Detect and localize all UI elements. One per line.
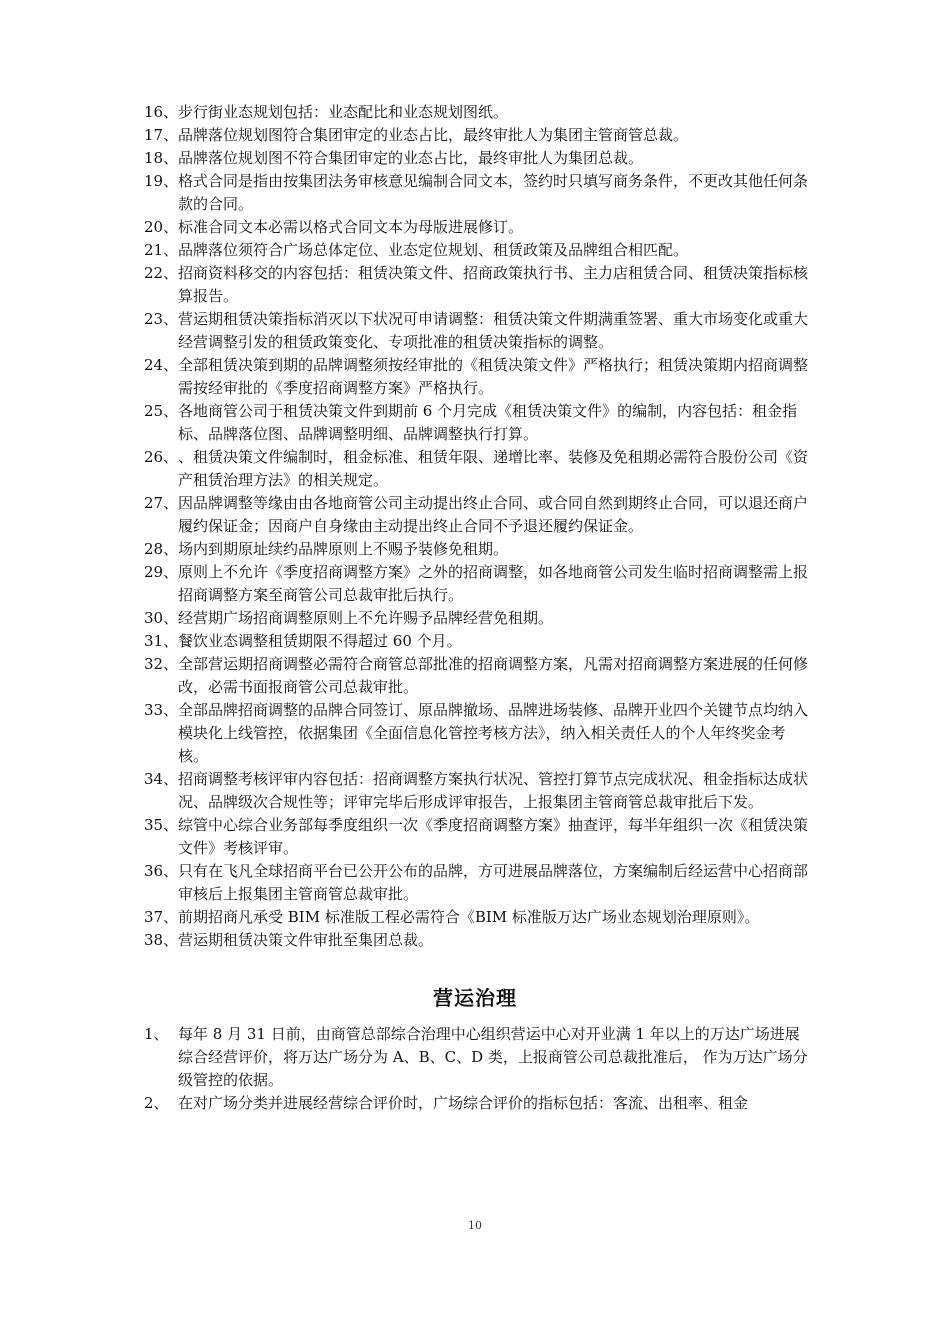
item-text: 招商资料移交的内容包括：租赁决策文件、招商政策执行书、主力店租赁合同、租赁决策指标核算报告。	[178, 264, 809, 305]
item-number: 16、	[144, 103, 179, 121]
item-number: 34、	[144, 770, 179, 788]
item-text: 综管中心综合业务部每季度组织一次《季度招商调整方案》抽查评，每半年组织一次《租赁决策文件》考核评审。	[178, 816, 809, 857]
item-text: 原则上不允许《季度招商调整方案》之外的招商调整，如各地商管公司发生临时招商调整需上报招商调整方案至商管公司总裁审批后执行。	[178, 563, 809, 604]
list-item	[144, 170, 814, 216]
page-number: 10	[468, 1219, 482, 1232]
item-number: 19、	[144, 172, 179, 190]
rules-list	[144, 101, 814, 952]
item-number: 28、	[144, 540, 179, 558]
item-number: 38、	[144, 931, 179, 949]
list-item	[144, 124, 814, 147]
item-text: 营运期租赁决策指标消灭以下状况可申请调整：租赁决策文件期满重签署、重大市场变化或重大经营调整引发的租赁政策变化、专项批准的租赁决策指标的调整。	[178, 310, 809, 351]
list-item	[144, 216, 814, 239]
item-text: 全部租赁决策到期的品牌调整须按经审批的《租赁决策文件》严格执行；租赁决策期内招商调整需按经审批的《季度招商调整方案》严格执行。	[178, 356, 809, 397]
item-number: 1、	[144, 1025, 169, 1043]
list-item	[144, 239, 814, 262]
operations-list	[144, 1023, 814, 1115]
item-text: 全部品牌招商调整的品牌合同签订、原品牌撤场、品牌进场装修、品牌开业四个关键节点均纳入模块化上线管控，依据集团《全面信息化管控考核方法》，纳入相关责任人的个人年终奖金考核。	[178, 701, 809, 765]
list-item	[144, 400, 814, 446]
item-number: 32、	[144, 655, 179, 673]
list-item	[144, 561, 814, 607]
item-number: 20、	[144, 218, 179, 236]
item-number: 33、	[144, 701, 179, 719]
item-text: 只有在飞凡全球招商平台已公开公布的品牌，方可进展品牌落位，方案编制后经运营中心招商部审核后上报集团主管商管总裁审批。	[178, 862, 809, 903]
item-number: 25、	[144, 402, 179, 420]
list-item	[144, 308, 814, 354]
list-item	[144, 906, 814, 929]
list-item	[144, 699, 814, 768]
item-text: 招商调整考核评审内容包括：招商调整方案执行状况、管控打算节点完成状况、租金指标达成状况、品牌级次合规性等；评审完毕后形成评审报告，上报集团主管商管总裁审批后下发。	[178, 770, 809, 811]
section-title: 营运治理	[433, 986, 517, 1010]
list-item	[144, 492, 814, 538]
item-number: 36、	[144, 862, 179, 880]
item-number: 17、	[144, 126, 179, 144]
item-number: 21、	[144, 241, 179, 259]
item-number: 26、	[144, 448, 179, 466]
list-item	[144, 814, 814, 860]
item-text: 品牌落位规划图不符合集团审定的业态占比，最终审批人为集团总裁。	[178, 149, 644, 167]
item-text: 营运期租赁决策文件审批至集团总裁。	[178, 931, 434, 949]
item-text: 每年 8 月 31 日前，由商管总部综合治理中心组织营运中心对开业满 1 年以上的万达广场进展综合经营评价，将万达广场分为 A、B、C、D 类，上报商管公司总裁批准后， 作为万达广场分级管控的依据。	[178, 1025, 808, 1089]
item-text: 前期招商凡承受 BIM 标准版工程必需符合《BIM 标准版万达广场业态规划治理原则》。	[178, 908, 760, 926]
item-number: 22、	[144, 264, 179, 282]
item-number: 37、	[144, 908, 179, 926]
list-item	[144, 653, 814, 699]
item-number: 2、	[144, 1094, 169, 1112]
item-number: 27、	[144, 494, 179, 512]
item-number: 30、	[144, 609, 179, 627]
list-item	[144, 147, 814, 170]
item-text: 经营期广场招商调整原则上不允许赐予品牌经营免租期。	[178, 609, 554, 627]
item-text: 餐饮业态调整租赁期限不得超过 60 个月。	[178, 632, 462, 650]
item-text: 品牌落位须符合广场总体定位、业态定位规划、租赁政策及品牌组合相匹配。	[178, 241, 689, 259]
item-text: 场内到期原址续约品牌原则上不赐予装修免租期。	[178, 540, 509, 558]
list-item	[144, 354, 814, 400]
item-number: 29、	[144, 563, 179, 581]
item-number: 31、	[144, 632, 179, 650]
item-text: 格式合同是指由按集团法务审核意见编制合同文本，签约时只填写商务条件，不更改其他任何条款的合同。	[178, 172, 809, 213]
item-text: 各地商管公司于租赁决策文件到期前 6 个月完成《租赁决策文件》的编制，内容包括：租金指标、品牌落位图、品牌调整明细、品牌调整执行打算。	[178, 402, 798, 443]
item-text: 品牌落位规划图符合集团审定的业态占比，最终审批人为集团主管商管总裁。	[178, 126, 689, 144]
item-number: 23、	[144, 310, 179, 328]
item-number: 18、	[144, 149, 179, 167]
list-item	[144, 607, 814, 630]
list-item	[144, 1092, 814, 1115]
list-item	[144, 1023, 814, 1092]
list-item	[144, 101, 814, 124]
item-text: 步行街业态规划包括：业态配比和业态规划图纸。	[178, 103, 509, 121]
list-item	[144, 538, 814, 561]
item-number: 35、	[144, 816, 179, 834]
item-text: 在对广场分类并进展经营综合评价时，广场综合评价的指标包括：客流、出租率、租金	[178, 1094, 749, 1112]
item-text: 、租赁决策文件编制时，租金标准、租赁年限、递增比率、装修及免租期必需符合股份公司《资产租赁治理方法》的相关规定。	[178, 448, 809, 489]
item-text: 标准合同文本必需以格式合同文本为母版进展修订。	[178, 218, 524, 236]
list-item	[144, 768, 814, 814]
list-item	[144, 446, 814, 492]
list-item	[144, 630, 814, 653]
item-text: 全部营运期招商调整必需符合商管总部批准的招商调整方案，凡需对招商调整方案进展的任何修改，必需书面报商管公司总裁审批。	[178, 655, 809, 696]
item-text: 因品牌调整等缘由由各地商管公司主动提出终止合同、或合同自然到期终止合同，可以退还商户履约保证金；因商户自身缘由主动提出终止合同不予退还履约保证金。	[178, 494, 809, 535]
list-item	[144, 262, 814, 308]
item-number: 24、	[144, 356, 179, 374]
list-item	[144, 860, 814, 906]
list-item	[144, 929, 814, 952]
